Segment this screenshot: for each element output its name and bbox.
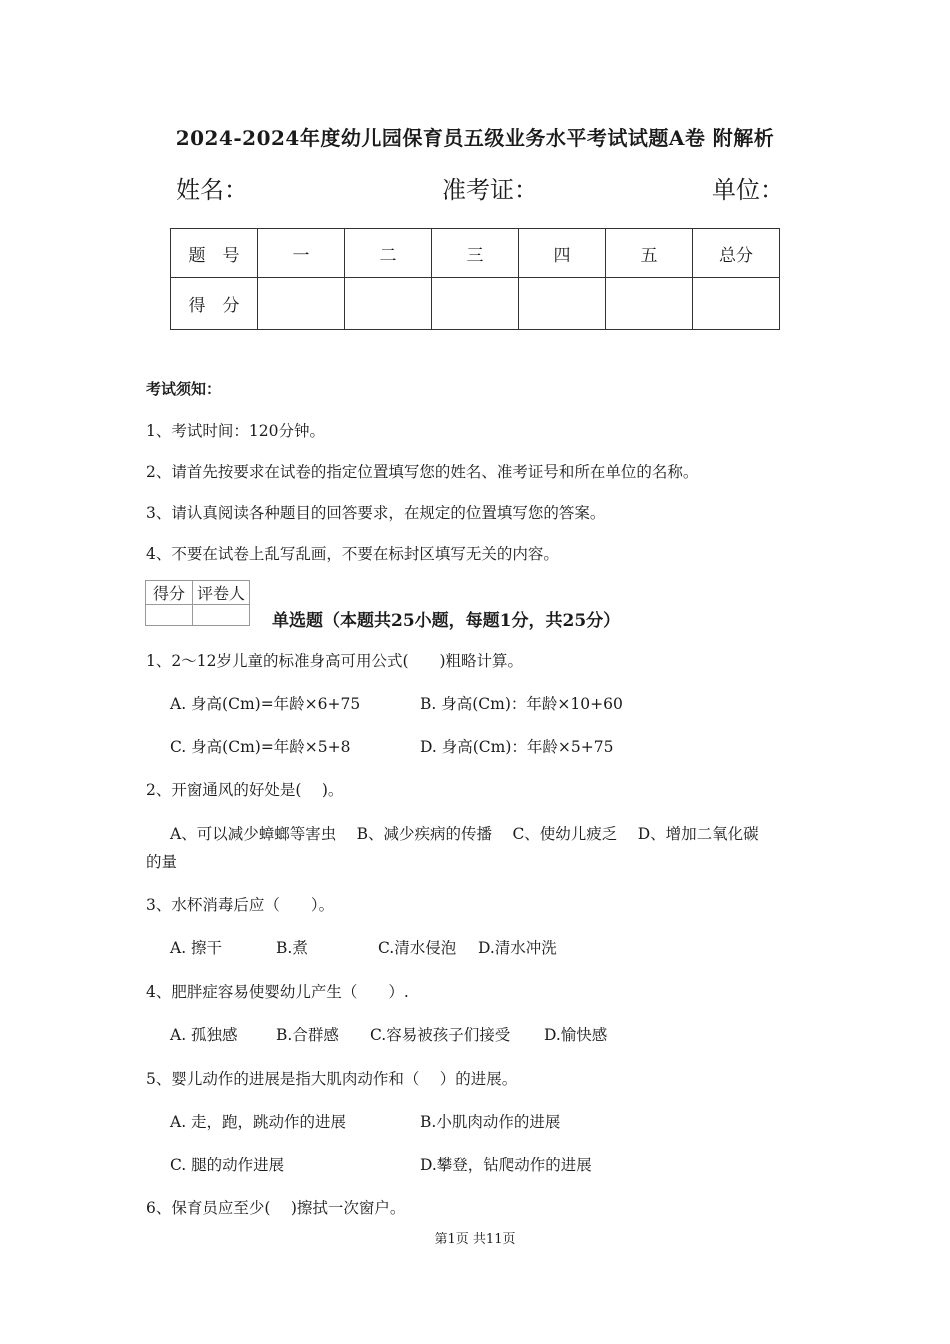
question-stem: 3、水杯消毒后应（ ）。 — [146, 896, 335, 914]
notice-item: 1、考试时间：120分钟。 — [146, 422, 325, 440]
question-options-line: A、可以减少蟑螂等害虫 B、减少疾病的传播 C、使幼儿疲乏 D、增加二氧化碳 — [170, 825, 759, 843]
section-title: 单选题（本题共25小题，每题1分，共25分） — [272, 611, 621, 631]
score-header-cell: 五 — [606, 229, 693, 278]
score-table-score-row — [171, 278, 780, 330]
question-option: B.煮 — [276, 939, 308, 957]
score-header-cell: 一 — [258, 229, 345, 278]
score-cell[interactable] — [432, 278, 519, 330]
question-stem: 1、2～12岁儿童的标准身高可用公式( )粗略计算。 — [146, 652, 524, 670]
question-option: B.合群感 — [276, 1026, 339, 1044]
notice-item: 4、不要在试卷上乱写乱画，不要在标封区填写无关的内容。 — [146, 545, 559, 563]
score-cell[interactable] — [693, 278, 780, 330]
grader-box — [145, 580, 250, 626]
question-option: D.愉快感 — [544, 1026, 608, 1044]
question-option: D.清水冲洗 — [478, 939, 557, 957]
notice-heading: 考试须知： — [146, 380, 222, 398]
grader-reviewer-label: 评卷人 — [193, 581, 250, 605]
grader-reviewer-cell[interactable] — [193, 605, 250, 626]
grader-score-label: 得分 — [146, 581, 193, 605]
score-table — [170, 228, 780, 330]
unit-label: 单位： — [712, 176, 784, 204]
score-cell[interactable] — [345, 278, 432, 330]
score-header-cell: 四 — [519, 229, 606, 278]
question-option: B. 身高(Cm)：年龄×10+60 — [420, 695, 623, 713]
exam-id-label: 准考证： — [442, 176, 538, 204]
question-option: A. 身高(Cm)=年龄×6+75 — [170, 695, 361, 713]
question-option: C.清水侵泡 — [378, 939, 457, 957]
score-header-cell: 题 号 — [171, 229, 258, 278]
question-stem: 4、肥胖症容易使婴幼儿产生（ ）. — [146, 983, 409, 1001]
question-option: A. 孤独感 — [170, 1026, 238, 1044]
question-option: A. 走，跑，跳动作的进展 — [170, 1113, 347, 1131]
question-option: C. 腿的动作进展 — [170, 1156, 285, 1174]
score-header-cell: 总分 — [693, 229, 780, 278]
name-label: 姓名： — [176, 176, 248, 204]
notice-item: 3、请认真阅读各种题目的回答要求，在规定的位置填写您的答案。 — [146, 504, 606, 522]
question-stem: 2、开窗通风的好处是( )。 — [146, 781, 344, 799]
question-stem: 5、婴儿动作的进展是指大肌肉动作和（ ）的进展。 — [146, 1070, 518, 1088]
question-option: D.攀登，钻爬动作的进展 — [420, 1156, 592, 1174]
question-option: C.容易被孩子们接受 — [370, 1026, 511, 1044]
notice-item: 2、请首先按要求在试卷的指定位置填写您的姓名、准考证号和所在单位的名称。 — [146, 463, 699, 481]
document-title: 2024-2024年度幼儿园保育员五级业务水平考试试题A卷 附解析 — [175, 126, 775, 150]
score-cell[interactable] — [258, 278, 345, 330]
score-cell[interactable] — [606, 278, 693, 330]
score-table-header-row — [171, 229, 780, 278]
question-option: D. 身高(Cm)：年龄×5+75 — [420, 738, 614, 756]
question-stem: 6、保育员应至少( )擦拭一次窗户。 — [146, 1199, 406, 1217]
score-cell[interactable] — [519, 278, 606, 330]
grader-score-cell[interactable] — [146, 605, 193, 626]
question-option: C. 身高(Cm)=年龄×5+8 — [170, 738, 351, 756]
score-header-cell: 二 — [345, 229, 432, 278]
score-row-label: 得 分 — [171, 278, 258, 330]
page-footer: 第1页 共11页 — [434, 1232, 516, 1247]
question-option: A. 擦干 — [170, 939, 223, 957]
question-option: B.小肌肉动作的进展 — [420, 1113, 561, 1131]
score-header-cell: 三 — [432, 229, 519, 278]
question-options-line: 的量 — [146, 853, 178, 871]
